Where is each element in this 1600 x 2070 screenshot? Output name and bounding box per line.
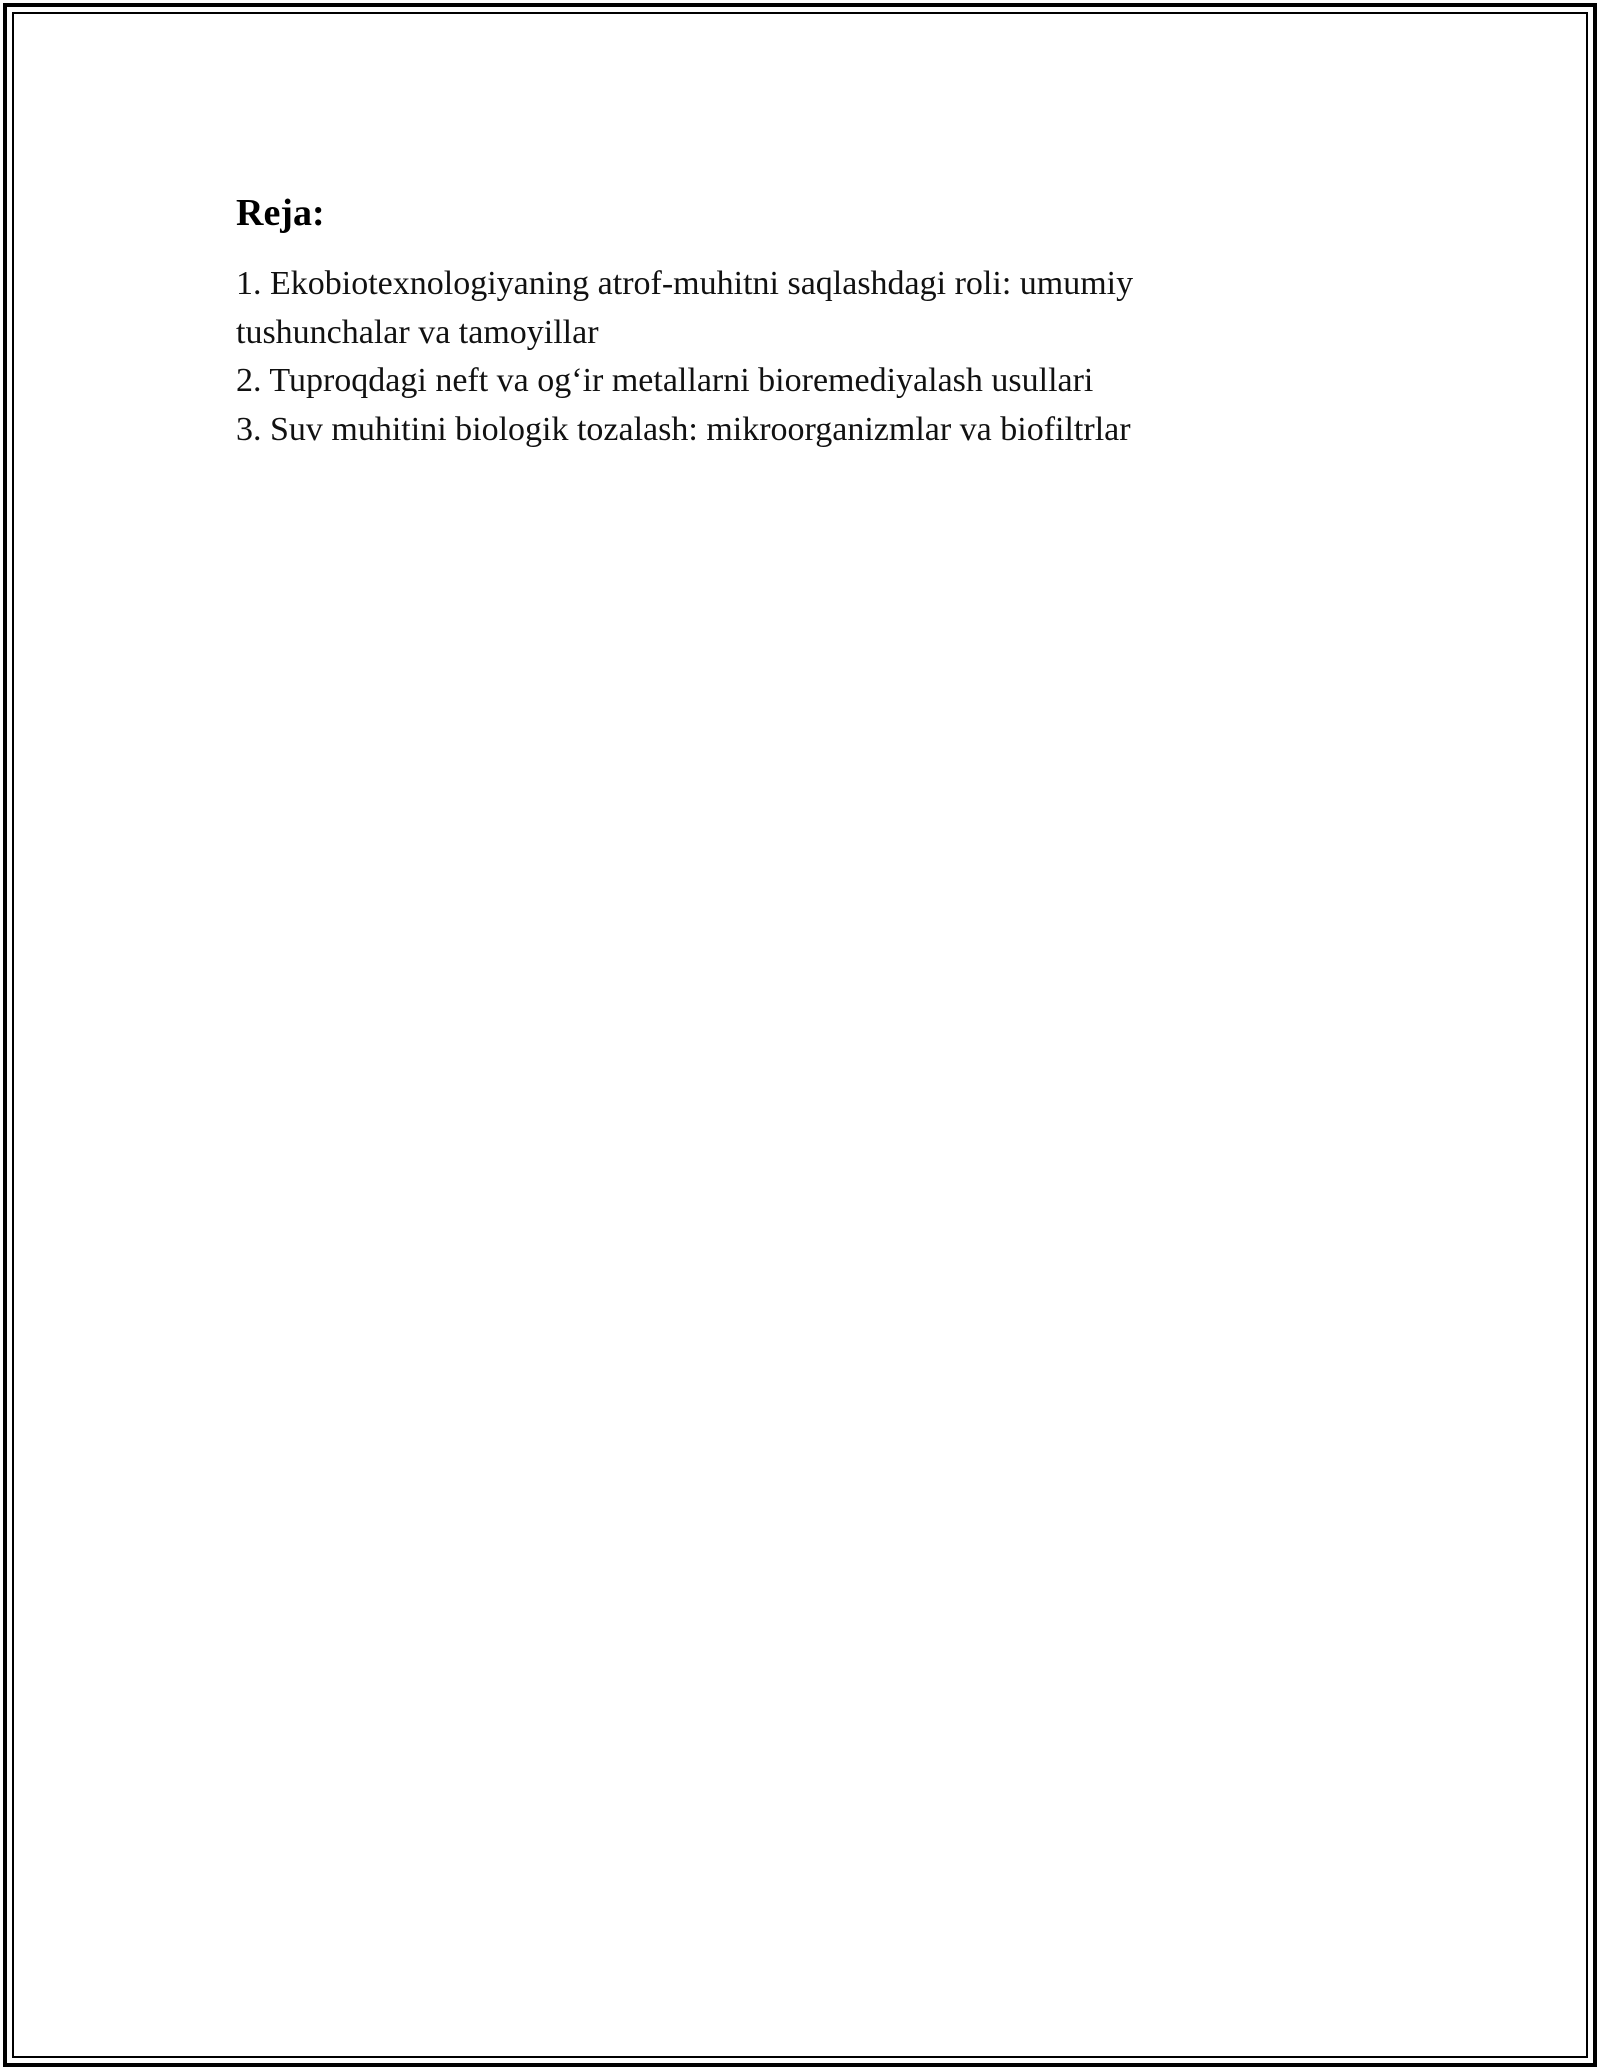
plan-item-1: 1. Ekobiotexnologiyaning atrof-muhitni saqlashdagi roli: umumiy tushunchalar va tamoyillar: [236, 265, 1134, 351]
plan-list: [236, 260, 1246, 454]
plan-item-3: 3. Suv muhitini biologik tozalash: mikroorganizmlar va biofiltrlar: [236, 410, 1131, 448]
plan-heading: Reja:: [236, 192, 325, 234]
document-content: [236, 188, 1246, 454]
plan-item-2: 2. Tuproqdagi neft va og‘ir metallarni bioremediyalash usullari: [236, 362, 1094, 399]
